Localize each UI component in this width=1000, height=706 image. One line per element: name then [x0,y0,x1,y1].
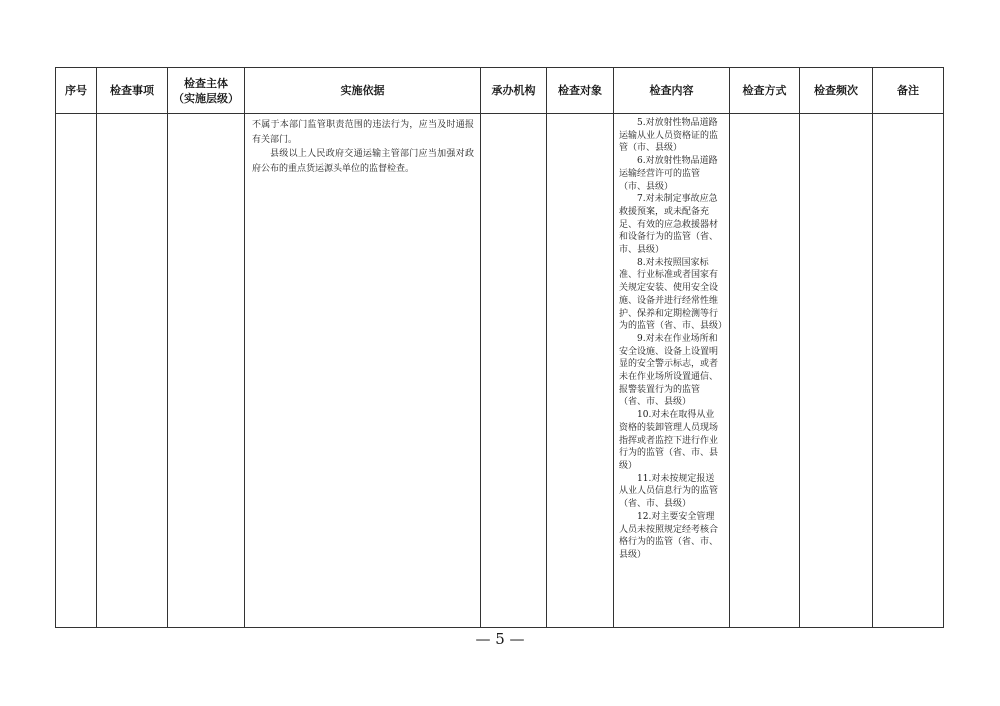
header-item: 检查事项 [97,68,168,114]
header-content: 检查内容 [614,68,730,114]
cell-remark [873,114,944,628]
header-remark: 备注 [873,68,944,114]
cell-item [97,114,168,628]
content-list [619,117,728,562]
header-subject: 检查主体 （实施层级） [168,68,245,114]
header-basis: 实施依据 [245,68,481,114]
basis-paragraph: 不属于本部门监管职责范围的违法行为，应当及时通报有关部门。 [252,120,474,145]
cell-method [730,114,800,628]
cell-agency [481,114,547,628]
content-item: 6.对放射性物品道路运输经营许可的监管（市、县级） [619,156,718,192]
cell-object [547,114,614,628]
inspection-table [55,67,944,628]
content-item: 7.对未制定事故应急救援预案，或未配备充足、有效的应急救援器材和设备行为的监管（省、市、县级） [619,194,719,256]
page-number: — 5 — [475,630,525,648]
cell-basis [245,114,481,628]
content-item: 8.对未按照国家标准、行业标准或者国家有关规定安装、使用安全设施、设备并进行经常性维护、保养和定期检测等行为的监管（省、市、县级） [619,257,728,332]
header-object: 检查对象 [547,68,614,114]
basis-paragraph: 县级以上人民政府交通运输主管部门应当加强对政府公布的重点货运源头单位的监督检查。 [252,149,474,174]
content-item: 5.对放射性物品道路运输从业人员资格证的监管（市、县级） [619,118,719,154]
header-seq: 序号 [56,68,97,114]
content-item: 12.对主要安全管理人员未按照规定经考核合格行为的监管（省、市、县级） [619,511,719,560]
content-item: 11.对未按规定报送从业人员信息行为的监管（省、市、县级） [619,473,719,510]
header-row [56,68,944,114]
header-method: 检查方式 [730,68,800,114]
header-agency: 承办机构 [481,68,547,114]
content-item: 10.对未在取得从业资格的装卸管理人员现场指挥或者监控下进行作业行为的监管（省、市、县级） [619,410,719,471]
content-item: 9.对未在作业场所和安全设施、设备上设置明显的安全警示标志，或者未在作业场所设置通信、报警装置行为的监管（省、市、县级） [619,333,719,408]
cell-subject [168,114,245,628]
cell-seq [56,114,97,628]
cell-content [614,114,730,628]
header-frequency: 检查频次 [800,68,873,114]
cell-frequency [800,114,873,628]
table-row [56,114,944,628]
